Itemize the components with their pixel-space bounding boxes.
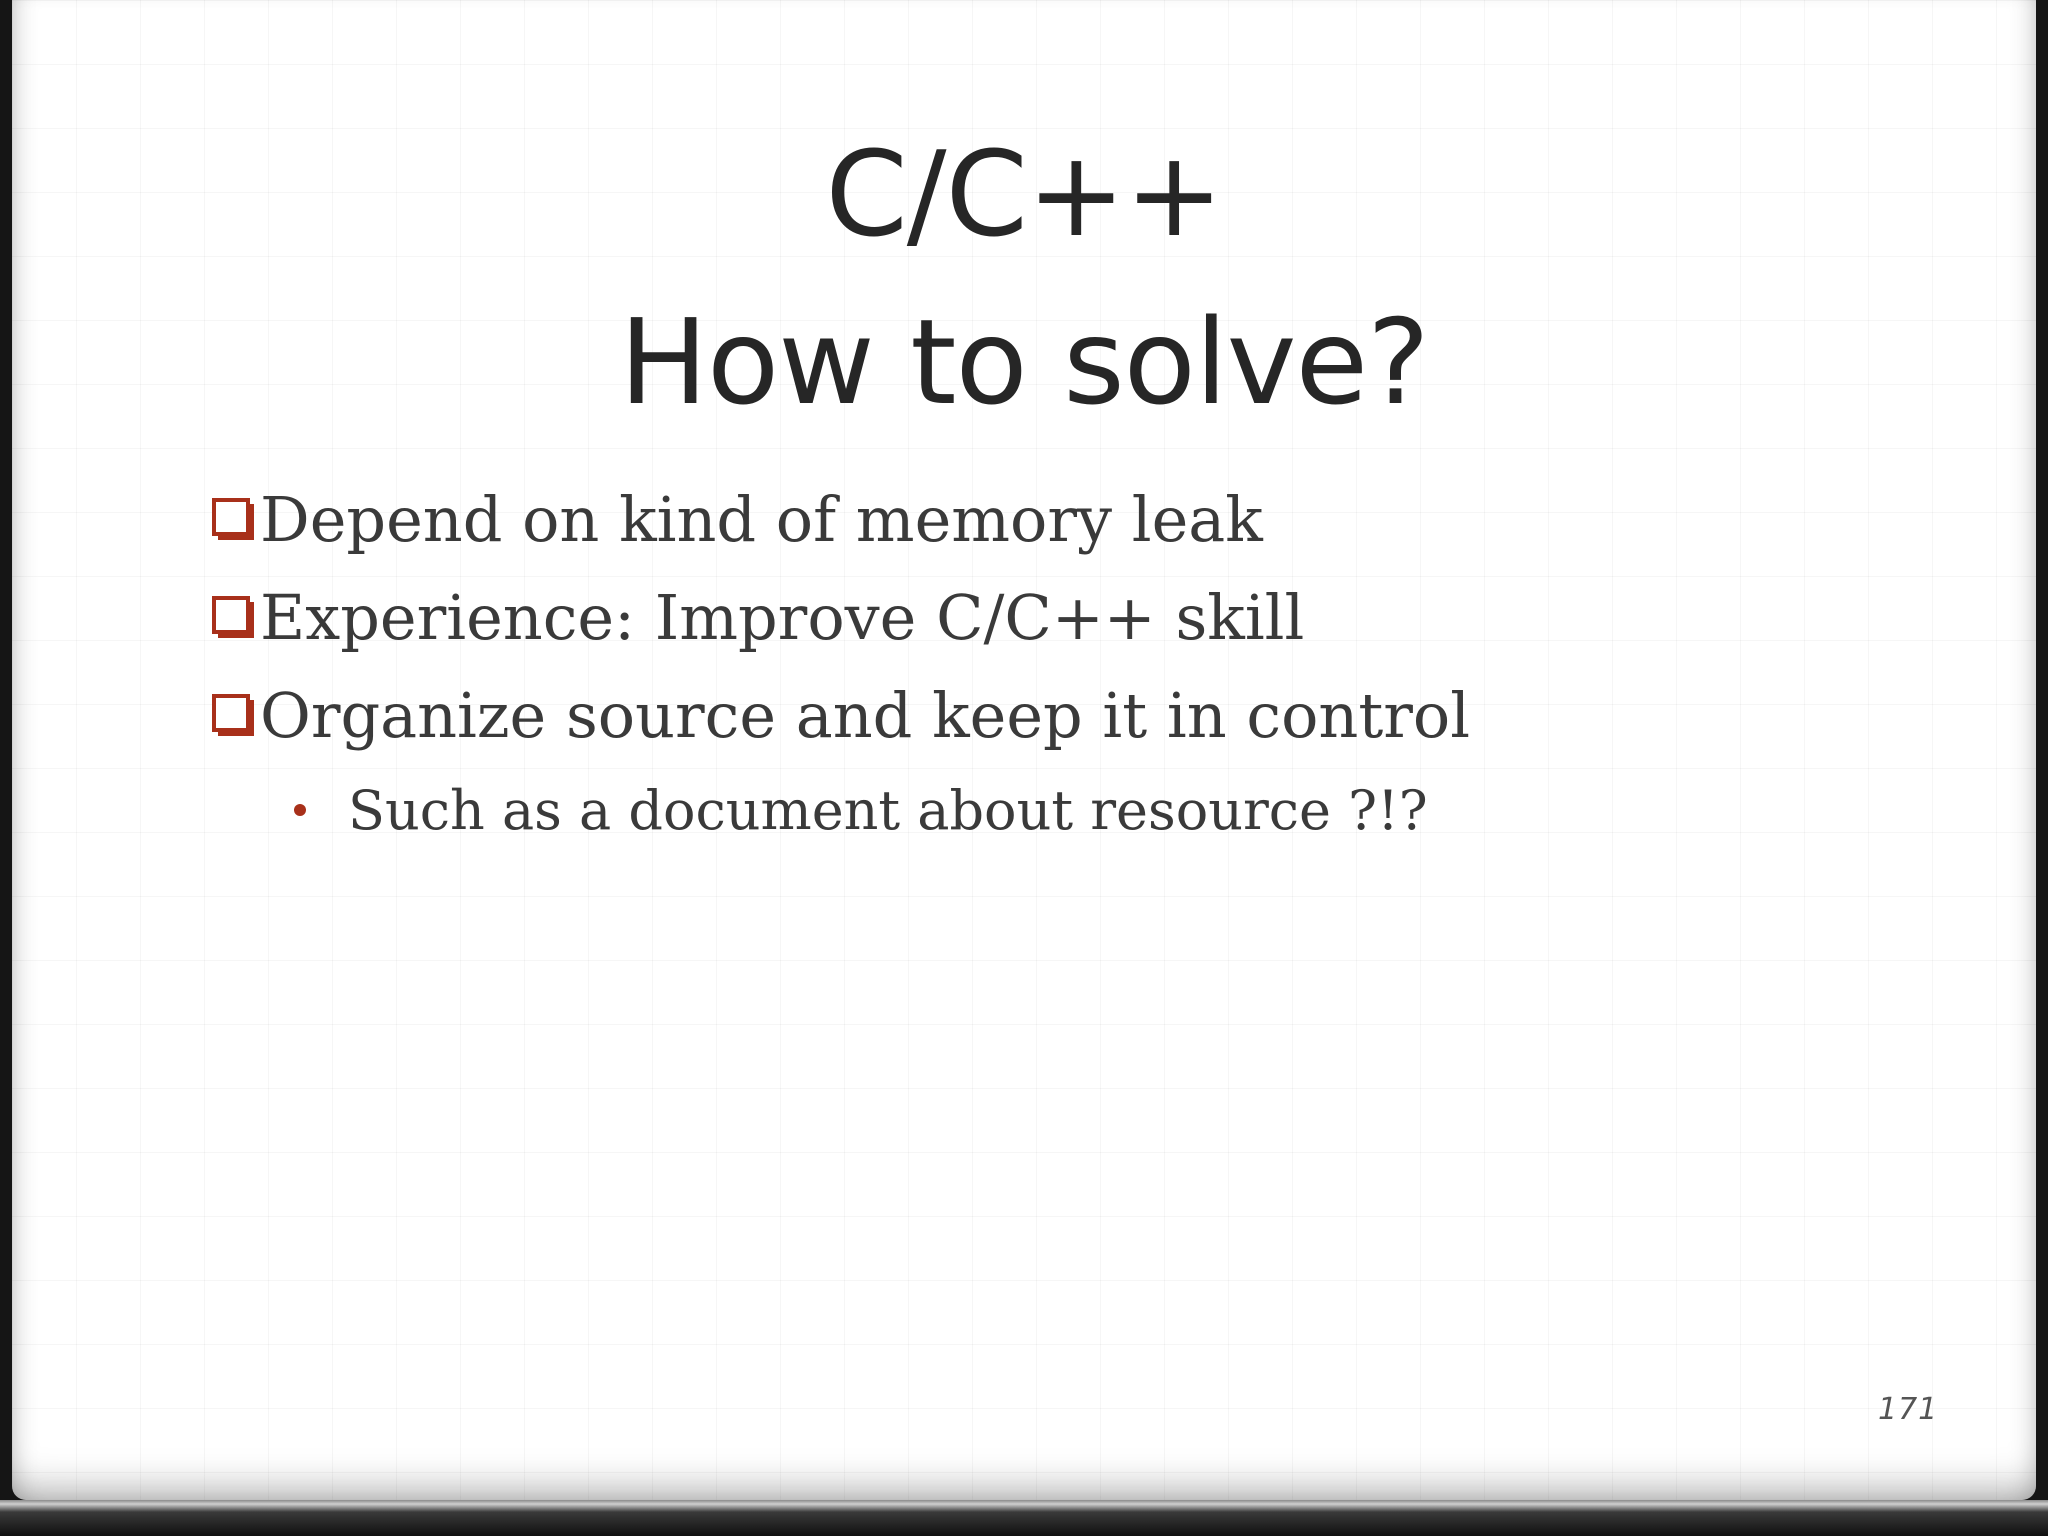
bullet-text: Organize source and keep it in control [260,678,1471,752]
slide-bottom-edge [0,1500,2048,1536]
bullet-text: Experience: Improve C/C++ skill [260,580,1305,654]
bullet-item [212,666,1812,764]
dot-bullet-icon [294,804,306,816]
bullet-item [212,470,1812,568]
slide [12,0,2036,1500]
title-line-1: C/C++ [825,125,1223,263]
sub-bullet-item [294,764,1812,856]
square-bullet-icon [212,498,254,540]
bullet-text: Depend on kind of memory leak [260,482,1263,556]
sub-bullet-text: Such as a document about resource ?!? [348,778,1428,842]
square-bullet-icon [212,596,254,638]
square-bullet-icon [212,694,254,736]
bullet-list [212,470,1812,856]
title-line-2: How to solve? [619,293,1429,431]
bullet-item [212,568,1812,666]
page-number: 171 [1878,1392,1939,1427]
slide-title [12,110,2036,446]
